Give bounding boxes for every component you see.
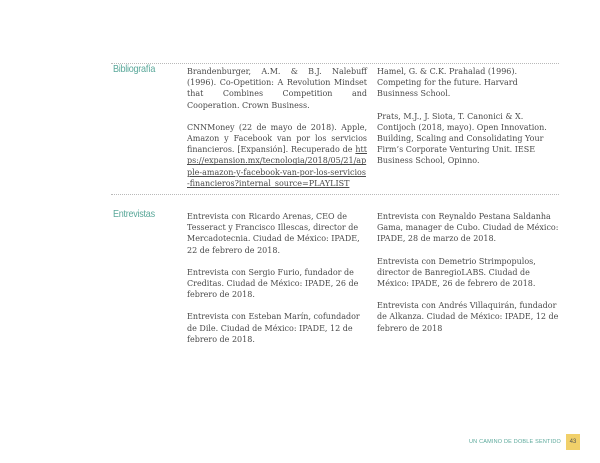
- interview-entry: Entrevista con Andrés Villaquirán, fundador de Alkanza. Ciudad de México: IPADE, 12 de febrero de 2018: [377, 301, 559, 333]
- bibliography-entry: Prats, M.J., J. Siota, T. Canonici & X. Contijoch (2018, mayo). Open Innovation. Building, Scaling and Consolidating Your Firm’s Corporate Venturing Unit. IESE Business School, Opinno.: [377, 111, 547, 166]
- section-divider: [111, 63, 559, 64]
- interviews-column-left: [187, 211, 367, 356]
- section-label-bibliografia: Bibliografía: [113, 63, 156, 75]
- interview-entry: Entrevista con Demetrio Strimpopulos, director de BanregioLABS. Ciudad de México: IPADE, 26 de febrero de 2018.: [377, 256, 536, 289]
- bibliography-entry: [187, 122, 367, 189]
- interview-entry: Entrevista con Sergio Furio, fundador de Creditas. Ciudad de México: IPADE, 26 de febrero de 2018.: [187, 267, 359, 300]
- section-divider: [111, 194, 559, 195]
- bibliography-column-left: [187, 66, 367, 200]
- interviews-column-right: [377, 211, 560, 345]
- interview-entry: Entrevista con Reynaldo Pestana Saldanha Gama, manager de Cubo. Ciudad de México: IPADE, 28 de marzo de 2018.: [377, 212, 559, 244]
- bibliography-entry: Brandenburger, A.M. & B.J. Nalebuff (1996). Co-Opetition: A Revolution Mindset that Combines Competition and Cooperation. Crown Business.: [187, 67, 367, 110]
- bibliography-entry: Hamel, G. & C.K. Prahalad (1996). Competing for the future. Harvard Businness School.: [377, 67, 518, 99]
- bibliography-entry-text: CNNMoney (22 de mayo de 2018). Apple, Amazon y Facebook van por los servicios financieros. [Expansión]. Recuperado de: [187, 122, 367, 155]
- interview-entry: Entrevista con Ricardo Arenas, CEO de Tesseract y Francisco Illescas, director de Mercadotecnia. Ciudad de México: IPADE, 22 de febrero de 2018.: [187, 212, 360, 255]
- source-link[interactable]: https://expansion.mx/tecnologia/2018/05/21/apple-amazon-y-facebook-van-por-los-servicios-financieros?internal_source=PLAYLIST: [187, 145, 367, 188]
- running-title: UN CAMINO DE DOBLE SENTIDO: [469, 439, 561, 445]
- section-label-entrevistas: Entrevistas: [113, 208, 155, 220]
- page-footer: [400, 434, 580, 450]
- page-number-badge: 43: [566, 434, 580, 450]
- interview-entry: Entrevista con Esteban Marín, cofundador de Dile. Ciudad de México: IPADE, 12 de febrero de 2018.: [187, 312, 360, 344]
- bibliography-column-right: [377, 66, 560, 178]
